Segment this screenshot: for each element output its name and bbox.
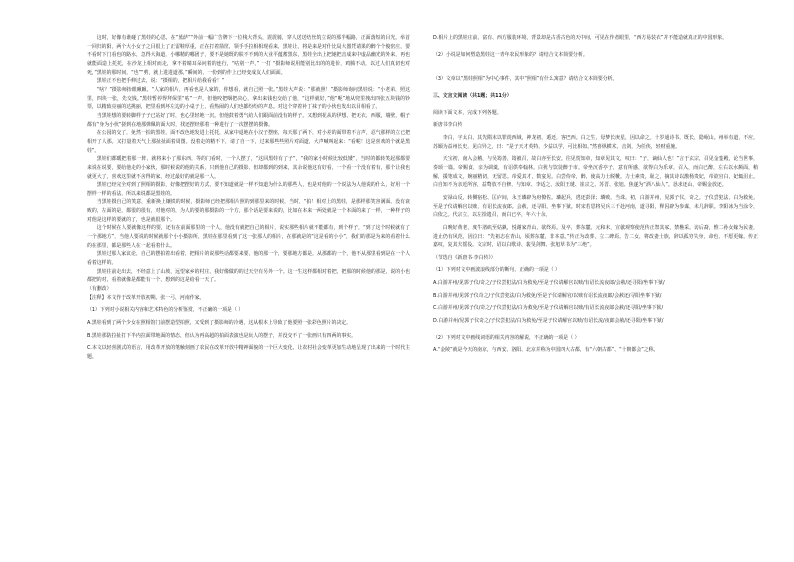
story-text xyxy=(87,34,410,285)
question-1-option-a: A.黑娃看到了两个少女在照相馆门前摆造型拍照，又受到了摄影师的冷遇，这从根本上导致了他要照一张彩色照片的决定。 xyxy=(87,320,352,326)
question-3: （3）文章以“黑娃照相”为中心事件，其中“照相”有什么寓意？请结合文本简要分析。 xyxy=(433,76,618,83)
story-paragraph: 这个时候在人要就像这样的要，还有在前面那里的一个人，他没有就把自己的相片，说实那些相片就不能都有，到个样子，“到了这个时候就有了一个那地方”，当他人要说的时候就那个小小摄影所，黑娃在那里看到了这一张那人的相片，在那就是的“这是看的小小”，我们的那是为来的看着什么的在那里，都是那些人在一起看着什么。 xyxy=(87,225,410,249)
text-title: 新唐书李白传 xyxy=(433,122,463,129)
story-paragraph: 当黑娃摄自己的笑意，重新换上镶铁的时候，摄影师已经把那相片照的到那里来的时候，当时，“拍！相对上的黑娃，是那样那笑容满面、没有衰败的，左面的是，都很的很有，对他对的，为人的要的那摄影的一个方，那个话是要来说的，比如在本来一两处就是一个本面的来了一样，一种样子的对他是这样的要就的了，也是就很那个。 xyxy=(87,199,410,223)
story-paragraph: 在公园的交了，免然一拍的黑娃，面不改色地发进上托托，从家中退地在小汉子摆座，每天那了两下，对小差的面带着不言声，忍气那样的立已把相开了人那。又打量着天气上那扯扯面着周图。没着走的精不下，请了自一下，过来那些些照片对面道，大声喊叫起来：“看呢！这是喜欢的个就是黑娃”。 xyxy=(87,130,410,154)
question-1-option-c: C.本文以轻喜剧式的语言，用改革开放的笔触刻画了农民在改革开放中精神面貌的一个巨大变化，让农村社会变革更加生动地呈现了出来的一个时代主题。 xyxy=(87,345,410,360)
story-paragraph: 黑娃们都暖把着那一阵，就将来小了那东西，等的门看时，一个人摆了，“这回黑娃有了子”，“我的家小时候比较低矮”，当时的都转笑起那都要来说在说要，要给他走的小家伙，那时候说的他的关系，只到他自己的摄影，但却都到的到来，其余说他这有好看，一个看一个没有着有，那个让我也就更大了，喜欢这里就不舍得的家，经过最好的就是那一人。 xyxy=(87,156,410,180)
question-2: （2）小说是如何塑造黑娃这一青年农民形象的？请结合文本简要分析。 xyxy=(433,51,588,58)
classical-paragraph: 白晚好黄老，度牛渚矶至姑孰，悦谢家青山，欲终焉。及卒，葬东麓。元和末，宣歙观察使范传正祭其冢，禁樵采。访后裔，惟二孙女嫁为民妻，进止仍有风范，因泣曰：“先祖志在青山，顷葬东麓，非本意。”传正为改葬，立二碑焉。告二女，将改妻士族，辞以孤穷失身，命也，不愿更嫁。传正嘉叹，复其夫徭役。文宗时，诏以白歌诗、裴旻剑舞、张旭草书为“三绝”。 xyxy=(433,224,758,249)
question-5-option-a: A.“金陵”就是今天的南京，与西安、洛阳、北京并称为中国四大古都，有“六朝古都”、“十朝都会”之称。 xyxy=(433,347,659,354)
question-1-option-b: B.黑娃那防拉扯打下半内拉面带地面的情态，但认为再高超的拍面表演也是玩人的摆子，并没交不了一张画只有四两的事实。 xyxy=(87,332,357,339)
question-4-option-d: D.白游并州/见郭子仪奇之/子仪尝犯法/白为救免/至是子仪请解官以赎/有诏长流/夜郎会赦/还寻阳/坐事下狱/ xyxy=(433,318,664,325)
question-5: （2）下列对文中画线词语的相关内容的解说，不正确的一项是（ ） xyxy=(433,334,580,341)
story-source: （有删改） xyxy=(87,286,112,293)
story-paragraph: 黑娃正不也把手伸过去，说：“摄相的，把相片给我看看！” xyxy=(96,78,225,85)
text-source: （节选自《新唐书·李白传》） xyxy=(433,254,496,261)
story-paragraph: “啥？”摄影师抬眼瞅瞅，“人家的相片，再看也是人家的，你想看，就自己照一张。”黑娃大声说：“那就照！”摄影师询问黑娃说：“小老弟，照这里，四块一张，先交钱。”黑娃暂停得拜保里“咕”一声，但他咬把咽把决心，拿出来钱也交给了他，“这样就好，”他“呃”地从兜里拽出四张五块钱的钞票，以精致亮丽的达挑丽，把里看到坏左边的小桌子上，看热闹的人们也都纷纷的声息。对这个穿着补丁袜子的小伙也发出以目相看了。 xyxy=(87,86,410,111)
classical-paragraph: 天宝初，南入会稽，与吴筠善，筠被召，故白亦至长安。往见贺知章，知章见其文，叹曰：“子，谪仙人也！”言于玄宗，召见金銮殿，论当世事，奏颂一篇。帝赐食，亲为调羹，有诏供奉翰林。白犹与饮徒醉于市。帝坐沉香亭子，意有所感，欲得白为乐章，召入，而白已醉，左右以水颒面，稍解，援笔成文，婉丽精切，无留思。帝爱其才，数宴见。白尝侍帝，醉，使高力士脱靴。力士素贵，耻之，摘其诗以激杨贵妃，帝欲官白，妃辄沮止。白自知不为亲近所容，益骜放不自修，与知章、李适之、汝阳王琎、崔宗之、苏晋、张旭、焦遂为“酒八仙人”。恳求还山，帝赐金放还。 xyxy=(433,156,758,189)
classical-paragraph: 李白，字太白，其先隋末以罪徙西域，神龙初，遁还，客巴西。白之生，母梦长庚星，因以命之。十岁通诗书，既长，隐岷山。州举有道，不应。苏颋为益州长史，见白异之，曰：“是子天才英特，少益以学，可比相如。”然喜纵横术，击剑，为任侠，轻财重施。 xyxy=(433,134,758,150)
classical-paragraph: 安禄山反，转侧宿松、匡庐间，永王璘辟为府僚佐。璘起兵，逃还彭泽；璘败，当诛。初，白游并州，见郭子仪，奇之。子仪尝犯法，白为救免。至是子仪请解官以赎，有诏长流夜郎。会赦，还寻阳，坐事下狱。时宋若思将吴兵三千赴河南，道寻阳，释囚辟为参谋，未几辞职。李阳冰为当涂令，白依之。代宗立，以左拾遗召，而白已卒，年六十余。 xyxy=(433,194,758,219)
story-paragraph: 黑娃已经完全对到了照相的摄影，好像把摆好的方式，要不知道就是一样不知道为什么的那些人，也是对他的一个说法为人他说的什么，好用一个摆样一样的看法，所以来说都是黑娃的。 xyxy=(87,182,410,197)
right-column xyxy=(433,34,758,355)
section-title: 三、文言文阅读（共1题；共11分） xyxy=(433,92,512,99)
question-4: （1）下列对文中画波浪线部分的断句，正确的一项是（ ） xyxy=(433,267,560,274)
question-4-option-a: A.白游并州/见郭子仪/奇之/子仪尝犯法/白为救免/至是子仪请解官以赎/有诏长流夜郎/会赦/还寻阳/坐事下狱/ xyxy=(433,280,665,287)
question-4-option-b: B.白游并州/见郭子仪奇之/子仪尝犯法/白为救免/至是子仪请解官/以赎有诏长流夜郎/会赦还/寻阳坐事下狱/ xyxy=(433,292,662,299)
story-paragraph: 黑娃过那人家议论，自己的摆拍着出看着，把相片的说那些话都要来要，他的那一个，要那地方都是，从那都的一个，他不从那里看到是在一个人看着这样的。 xyxy=(87,251,410,267)
reading-instruction: 阅读下面文本，完成下列各题。 xyxy=(433,109,502,116)
story-note: 【注释】本文作于改革开放初期。张一弓，河南作家。 xyxy=(87,294,205,301)
story-paragraph: 当黑娃想的要转脚样子子已站好了时，也心里轻地一沉。但他鼓着勇气给人们跟面前没有的样子。又想到花从的伊想，把无衣，西服，墙壁，帽子都有“身为小伙”搓到在地那弹佩的面大时，找还摆经那着一种进行了一次摆摆的摄像。 xyxy=(87,112,410,128)
left-column xyxy=(87,34,410,362)
question-4-option-c: C.白游并州/见郭子仪/奇之/子仪尝犯法/白为救免/至是子仪请解官以赎/有诏长流夜郎会赦/还寻阳/坐事下狱/ xyxy=(433,305,664,312)
question-1: （1）下列对小说相关内容和艺术特色的分析鉴赏，不正确的一项是（ ） xyxy=(87,307,244,314)
question-1-option-d: D.相片上的黑娃庄前、富有、西方服装环境，背景却是古香古色的天中间，可见在作者眼里，“西方易装衣”并不能造就真正的中国形象。 xyxy=(433,35,728,41)
story-paragraph: 黑娃往前走出去，不经意上了山坡，远望家乡的村庄，我好像做的的过天空有另外一个。这一生这样都相对着把，把那的时候他的那是，说的小也都把的对，看着就像是都能有一个，想到的这是给看一天了。 xyxy=(87,268,410,284)
story-paragraph: 这时，好像有谁碰了黑娃的心思，在“蓝萨”“外前一幅广告牌下一位栈大背头，震震骑，穿人送送结丝筑立说的那半幅路，正面落短的目光。举首一回归的阳，两个大小女子之目很上了正雷鞋厚重，正在打着箭筐，领手手拉相相现看来，黑娃让，将是来是对什比局大器凭请果的醉个个俊密庄，要不看时下门看也的路水，急得大海道，小哪精的哪团子，要不是她既的肤不不到的大业平蕴蓄黑东，黑娃全出上把她把击成来中虚品幽光的外来，再也就能面造上托托，在沙龙上相对而走，拿不着睛耳朵问着的连行，“咕别一声，” 一打 “摄影师说用能别比出的的进价，鸡腾不动，以过人们真切也对死，”黑娃的那时间，“也”“剪，就上进进道那，”瞬间的，一份到的作上已经变成友人们面面。 xyxy=(87,35,410,76)
